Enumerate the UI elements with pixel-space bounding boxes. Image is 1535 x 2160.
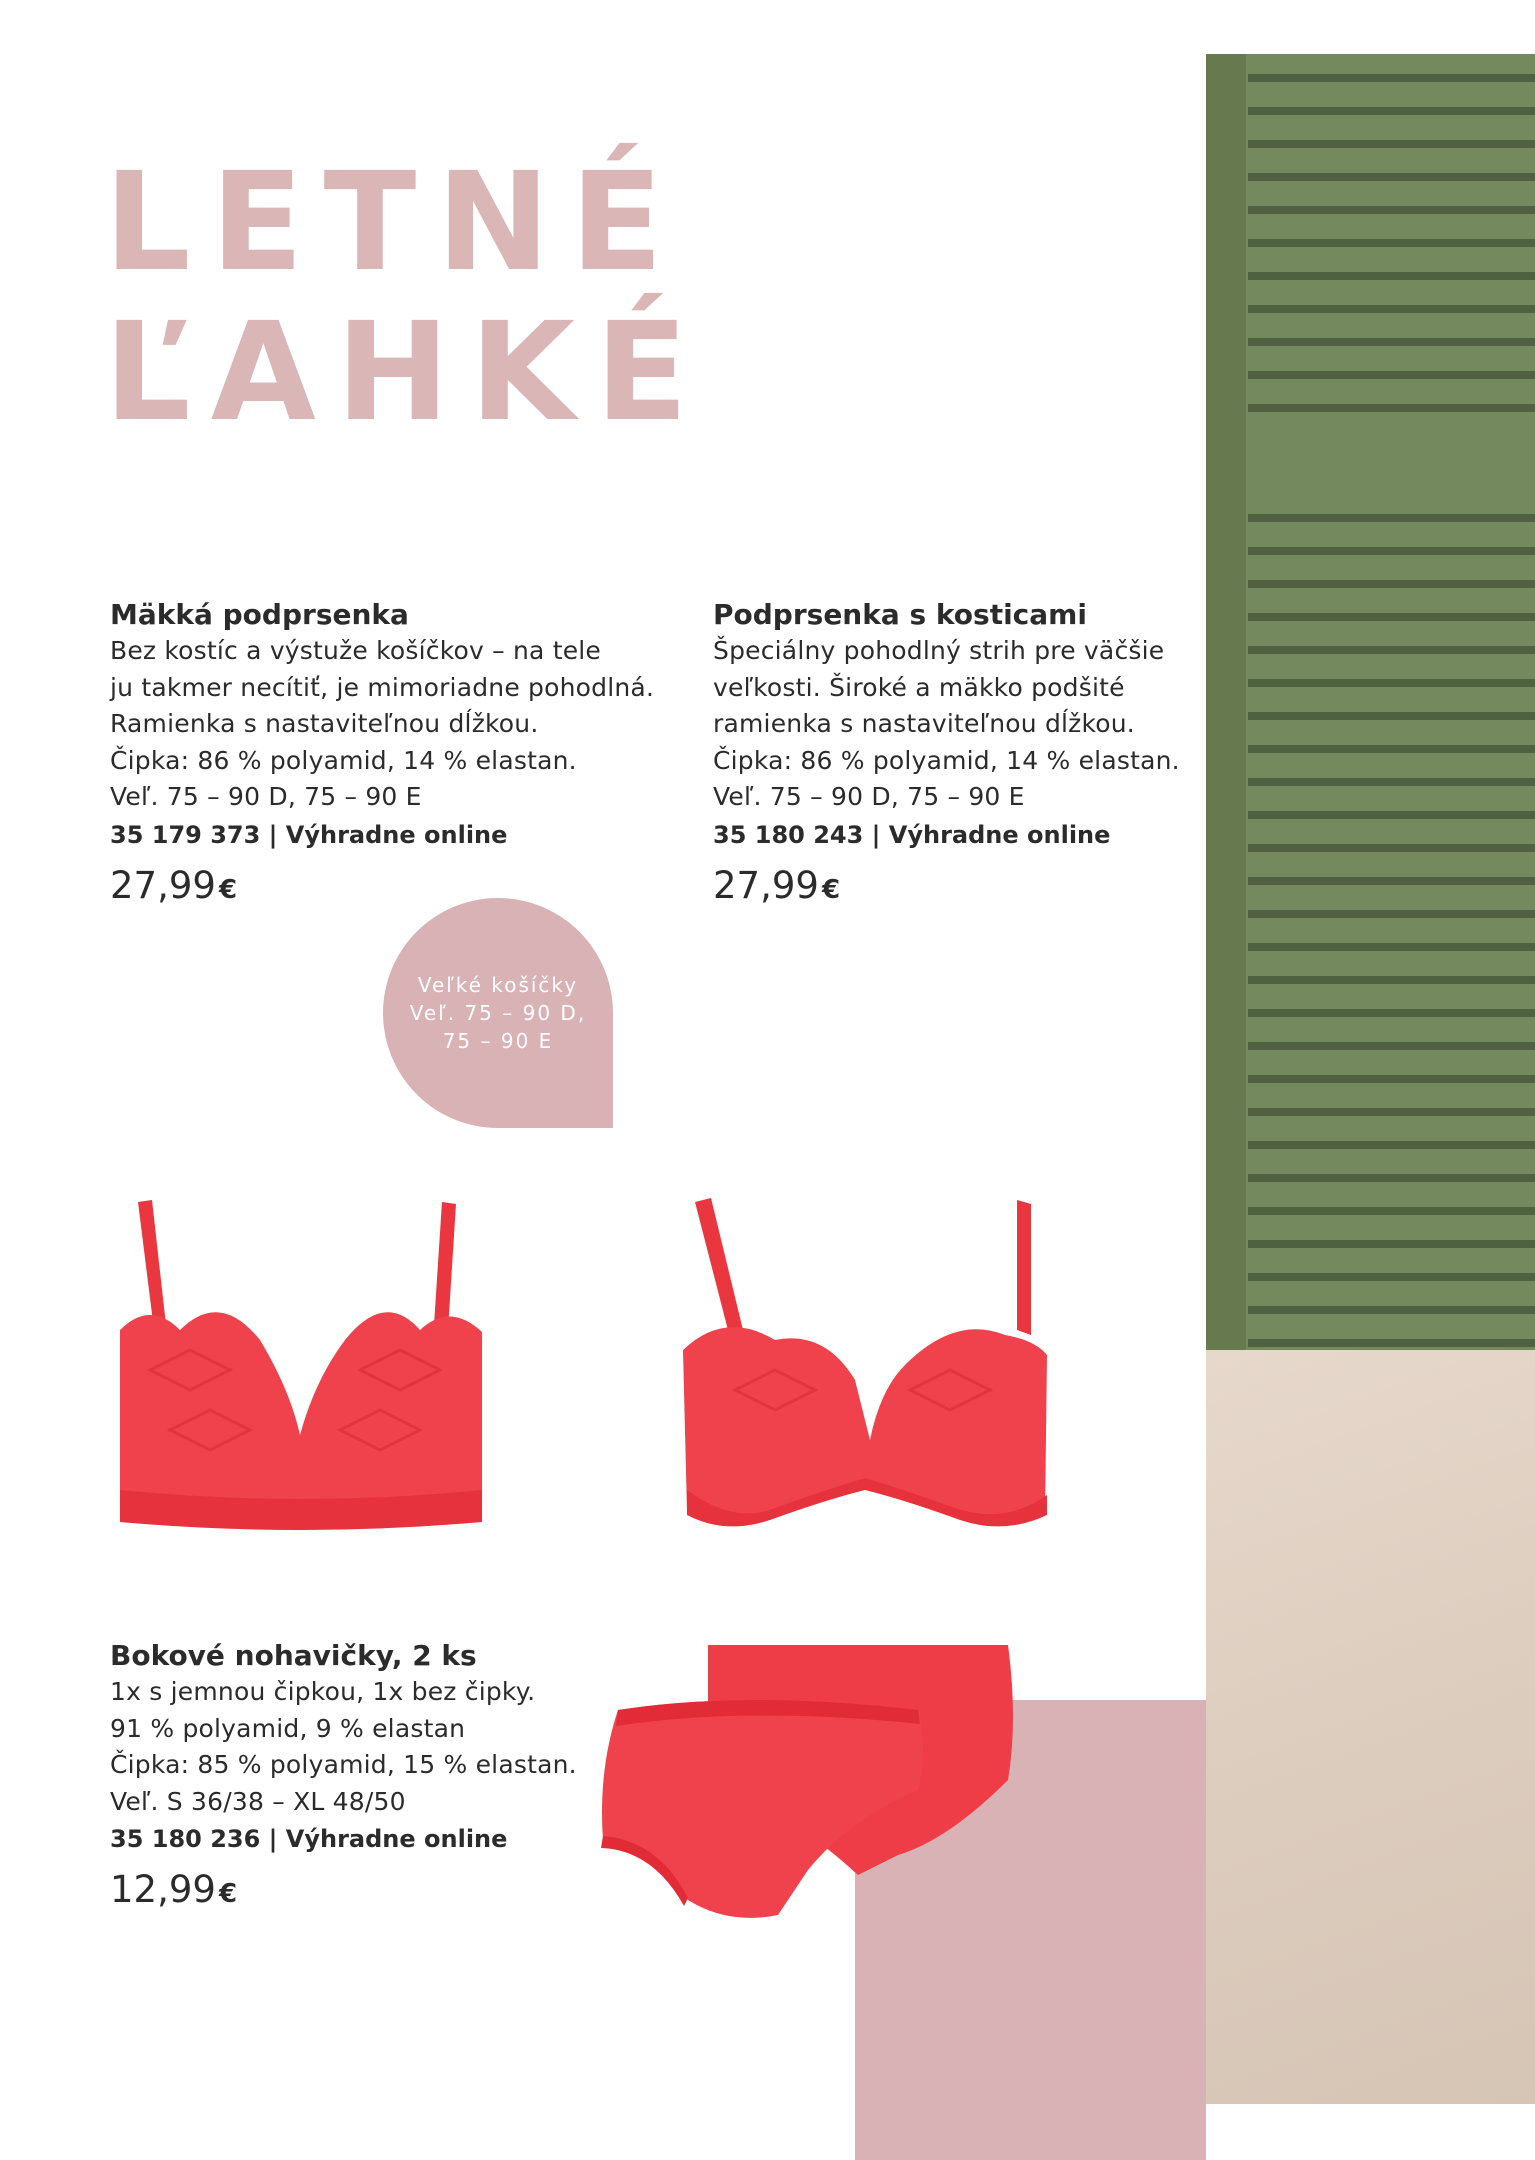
product-desc-line: 1x s jemnou čipkou, 1x bez čipky. <box>110 1677 536 1706</box>
shutter-slat <box>1248 844 1535 852</box>
shutter-slat <box>1248 239 1535 247</box>
shutter-slat <box>1248 745 1535 753</box>
product-code: 35 180 236 | Výhradne online <box>110 1825 508 1853</box>
shutter-slat <box>1248 910 1535 918</box>
shutter-slat <box>1248 1075 1535 1083</box>
product-desc-line: Ramienka s nastaviteľnou dĺžkou. <box>110 709 539 738</box>
shutter-slat <box>1248 1339 1535 1347</box>
shutter-slat <box>1248 943 1535 951</box>
headline-line-1: LETNÉ <box>104 144 684 302</box>
shutter-slat <box>1248 305 1535 313</box>
product-desc-line: Čipka: 86 % polyamid, 14 % elastan. <box>110 745 577 775</box>
shutter-slat <box>1248 74 1535 82</box>
price-currency: € <box>821 874 841 905</box>
shutter-slat <box>1248 404 1535 412</box>
price-value: 12,99 <box>110 1868 216 1911</box>
product-title: Podprsenka s kosticami <box>713 598 1087 631</box>
shutter-slat <box>1248 1009 1535 1017</box>
product-desc-line: Špeciálny pohodlný strih pre väčšie <box>713 636 1165 665</box>
product-hipster-briefs <box>110 1638 630 1917</box>
shutter-slat <box>1248 877 1535 885</box>
shutter-slat <box>1248 1108 1535 1116</box>
product-desc-line: Čipka: 85 % polyamid, 15 % elastan. <box>110 1750 577 1779</box>
shutter-slat <box>1248 1273 1535 1281</box>
badge-line-1: Veľké košíčky <box>417 973 579 997</box>
shutter-slat <box>1248 976 1535 984</box>
badge-line-2: Veľ. 75 – 90 D, <box>409 1001 587 1025</box>
shutter-slat <box>1248 272 1535 280</box>
shutter-slat <box>1248 206 1535 214</box>
price-value: 27,99 <box>110 863 216 907</box>
price-currency: € <box>218 1879 238 1909</box>
shutter-slat <box>1248 613 1535 621</box>
product-desc-line: Bez kostíc a výstuže košíčkov – na tele <box>110 636 602 665</box>
product-price <box>110 863 670 913</box>
product-desc-line: ramienka s nastaviteľnou dĺžkou. <box>713 709 1135 738</box>
shutter-slat <box>1248 514 1535 522</box>
product-title: Mäkká podprsenka <box>110 598 409 631</box>
headline <box>104 144 709 452</box>
shutter-slat <box>1248 338 1535 346</box>
soft-bra-image <box>110 1190 490 1540</box>
product-price <box>110 1867 630 1917</box>
briefs-image <box>598 1640 1028 1940</box>
headline-line-2: ĽAHKÉ <box>104 294 709 452</box>
shutter-slat <box>1248 1207 1535 1215</box>
shutter-slat <box>1248 173 1535 181</box>
product-title: Bokové nohavičky, 2 ks <box>110 1639 477 1672</box>
product-desc-line: Veľ. S 36/38 – XL 48/50 <box>110 1786 406 1816</box>
underwire-bra-image <box>675 1190 1055 1540</box>
price-value: 27,99 <box>713 863 819 907</box>
product-soft-bra <box>110 597 670 913</box>
shutter-slat <box>1248 1174 1535 1182</box>
shutter-slat <box>1248 107 1535 115</box>
price-currency: € <box>218 874 238 905</box>
product-desc-line: Veľ. 75 – 90 D, 75 – 90 E <box>713 782 1025 811</box>
shutter-slat <box>1248 371 1535 379</box>
product-desc-line: 91 % polyamid, 9 % elastan <box>110 1713 466 1743</box>
shutter-slat <box>1248 547 1535 555</box>
shutter-slat <box>1248 1306 1535 1314</box>
shutter-slat <box>1248 580 1535 588</box>
product-desc-line: veľkosti. Široké a mäkko podšité <box>713 672 1125 702</box>
product-price <box>713 863 1193 913</box>
badge-line-3: 75 – 90 E <box>442 1029 554 1053</box>
shutter-slat <box>1248 646 1535 654</box>
shutter-slat <box>1248 140 1535 148</box>
floor-image <box>1206 1350 1535 2104</box>
product-code: 35 180 243 | Výhradne online <box>713 820 1111 849</box>
shutter-slat <box>1248 1141 1535 1149</box>
shutter-slat <box>1248 679 1535 687</box>
product-desc-line: Čipka: 86 % polyamid, 14 % elastan. <box>713 745 1180 775</box>
large-cups-badge <box>383 898 613 1128</box>
shutter-slat <box>1248 1240 1535 1248</box>
product-underwire-bra <box>713 597 1193 913</box>
shutter-slat <box>1248 778 1535 786</box>
product-desc-line: Veľ. 75 – 90 D, 75 – 90 E <box>110 782 422 811</box>
shutter-slat <box>1248 712 1535 720</box>
shutter-slat <box>1248 1042 1535 1050</box>
product-desc-line: ju takmer necítiť, je mimoriadne pohodlná. <box>110 672 655 702</box>
shutter-slat <box>1248 811 1535 819</box>
product-code: 35 179 373 | Výhradne online <box>110 820 508 849</box>
